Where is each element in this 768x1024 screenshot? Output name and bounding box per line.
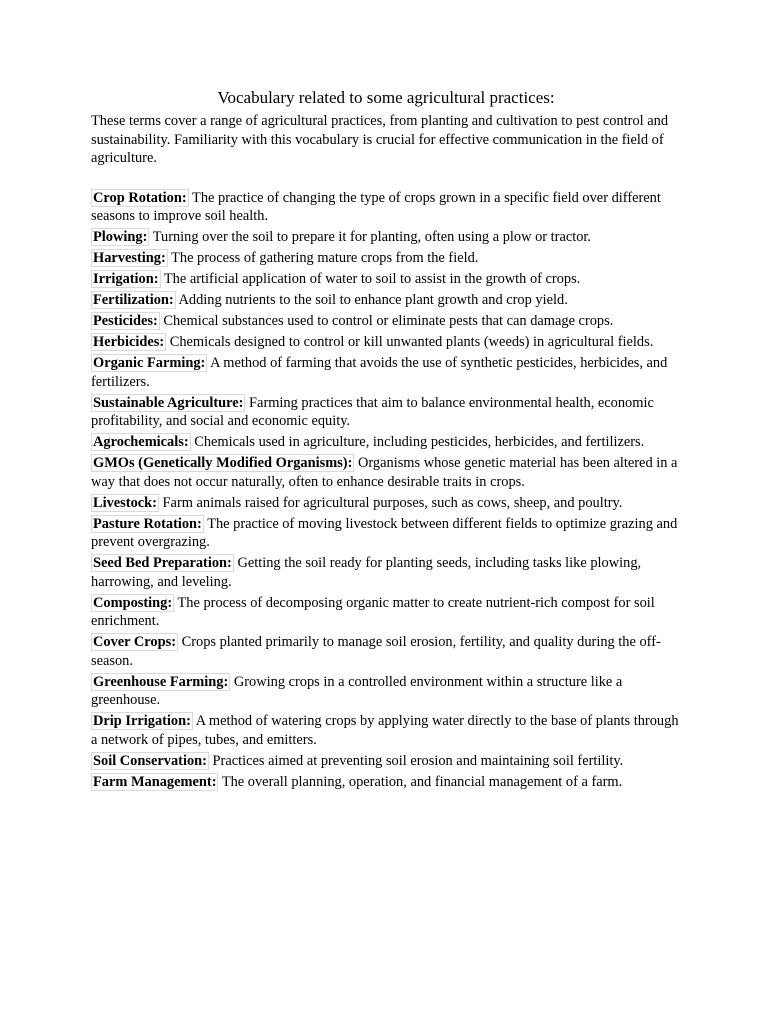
vocabulary-entry: [91, 270, 681, 289]
vocabulary-entry: [91, 354, 681, 391]
term-name: Cover Crops:: [93, 634, 177, 650]
vocabulary-entry: [91, 773, 681, 792]
vocabulary-entry: [91, 312, 681, 331]
vocabulary-entry: [91, 673, 681, 710]
term-definition: A method of farming that avoids the use of synthetic pesticides, herbicides, and fertilizers.: [91, 355, 668, 390]
term-definition: The practice of moving livestock between different fields to optimize grazing and prevent overgrazing.: [91, 515, 678, 550]
term-name: Composting:: [93, 594, 173, 611]
vocabulary-entry: [91, 554, 681, 591]
vocabulary-entry: [91, 594, 681, 631]
term-name: Plowing:: [93, 229, 148, 245]
term-name: Farm Management:: [93, 773, 217, 790]
intro-paragraph: These terms cover a range of agricultural practices, from planting and cultivation to pest control and sustainability. Familiarity with this vocabulary is crucial for effective communication in the field of agriculture.: [91, 113, 669, 166]
term-definition: The process of gathering mature crops from the field.: [167, 250, 479, 266]
term-definition: Farming practices that aim to balance environmental health, economic profitability, and social and economic equity.: [91, 394, 654, 429]
vocabulary-entry: [91, 633, 681, 670]
document-title: Vocabulary related to some agricultural practices:: [217, 88, 555, 107]
term-name: Pasture Rotation:: [93, 515, 202, 532]
term-definition: Farm animals raised for agricultural purposes, such as cows, sheep, and poultry.: [158, 494, 623, 511]
term-name: Greenhouse Farming:: [93, 673, 229, 690]
term-definition: The process of decomposing organic matter to create nutrient-rich compost for soil enrichment.: [91, 594, 655, 629]
term-name: Irrigation:: [93, 271, 159, 287]
term-definition: A method of watering crops by applying water directly to the base of plants through a network of pipes, tubes, and emitters.: [91, 713, 679, 748]
vocabulary-entry: [91, 712, 681, 749]
term-definition: Chemical substances used to control or eliminate pests that can damage crops.: [159, 313, 614, 329]
term-name: Harvesting:: [93, 250, 166, 266]
term-definition: Turning over the soil to prepare it for planting, often using a plow or tractor.: [149, 229, 592, 245]
term-name: Agrochemicals:: [93, 434, 189, 450]
vocabulary-entry: [91, 249, 681, 268]
term-name: Soil Conservation:: [93, 752, 207, 769]
term-name: Livestock:: [93, 494, 157, 511]
vocabulary-entry: [91, 333, 681, 352]
term-name: Sustainable Agriculture:: [93, 394, 244, 411]
term-name: Pesticides:: [93, 313, 158, 329]
term-definition: The artificial application of water to soil to assist in the growth of crops.: [160, 271, 581, 287]
vocabulary-entry: [91, 291, 681, 310]
term-definition: Practices aimed at preventing soil erosion and maintaining soil fertility.: [208, 752, 624, 769]
term-definition: Crops planted primarily to manage soil erosion, fertility, and quality during the off-season.: [91, 634, 661, 669]
vocabulary-entry: [91, 752, 681, 771]
term-name: Organic Farming:: [93, 355, 206, 371]
term-definition: Chemicals designed to control or kill unwanted plants (weeds) in agricultural fields.: [166, 334, 654, 350]
vocabulary-entry: [91, 433, 681, 452]
term-name: Herbicides:: [93, 334, 165, 350]
term-definition: Adding nutrients to the soil to enhance plant growth and crop yield.: [175, 292, 568, 308]
term-definition: Organisms whose genetic material has been altered in a way that does not occur naturally, often to enhance desirable traits in crops.: [91, 455, 678, 490]
document-page: [91, 86, 681, 794]
term-name: Seed Bed Preparation:: [93, 555, 232, 571]
term-definition: The practice of changing the type of crops grown in a specific field over different seasons to improve soil health.: [91, 189, 661, 224]
vocabulary-entry: [91, 189, 681, 226]
vocabulary-entry: [91, 454, 681, 491]
term-definition: The overall planning, operation, and financial management of a farm.: [218, 773, 623, 790]
vocabulary-list: [91, 189, 681, 792]
term-name: GMOs (Genetically Modified Organisms):: [93, 455, 353, 471]
term-name: Crop Rotation:: [93, 189, 187, 206]
vocabulary-entry: [91, 228, 681, 247]
term-definition: Getting the soil ready for planting seeds, including tasks like plowing, harrowing, and leveling.: [91, 555, 642, 590]
vocabulary-entry: [91, 494, 681, 513]
term-definition: Growing crops in a controlled environment within a structure like a greenhouse.: [91, 673, 623, 708]
term-name: Fertilization:: [93, 292, 174, 308]
vocabulary-entry: [91, 515, 681, 552]
term-definition: Chemicals used in agriculture, including pesticides, herbicides, and fertilizers.: [190, 434, 645, 450]
term-name: Drip Irrigation:: [93, 713, 191, 729]
vocabulary-entry: [91, 394, 681, 431]
